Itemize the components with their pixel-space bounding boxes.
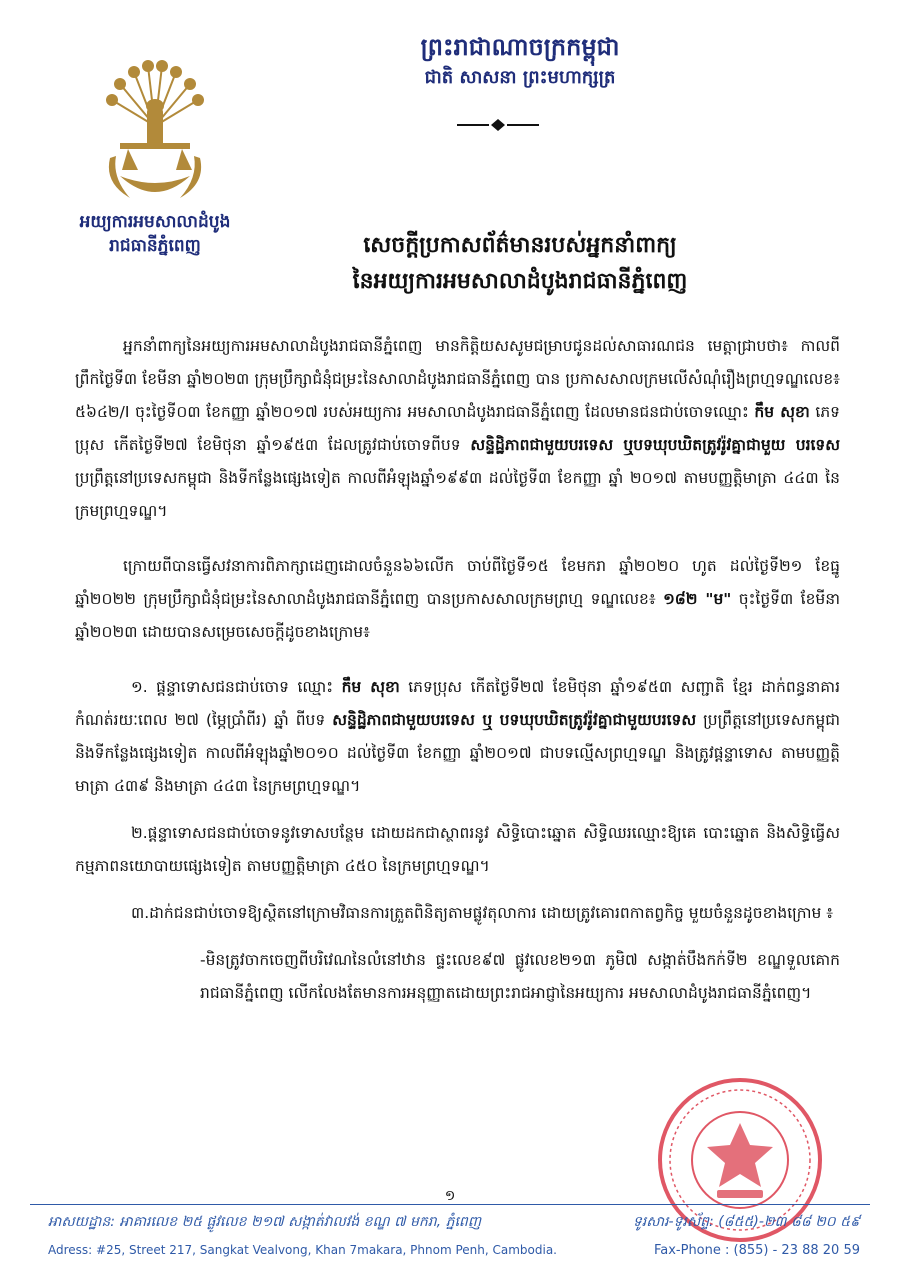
title-line1: សេចក្តីប្រកាសព័ត៌មានរបស់អ្នកនាំពាក្យ bbox=[363, 233, 677, 258]
i1-charge: សន្ទិដ្ឋិភាពជាមួយបរទេស ឬ បទឃុបឃិតត្រូវរ៉ូវគ្នាជាមួយបរទេស bbox=[332, 711, 697, 729]
court-name-line2: រាជធានីភ្នំពេញ bbox=[109, 236, 201, 256]
i1-text-a: ១. ផ្តន្ទាទោសជនជាប់ចោទ ឈ្មោះ bbox=[131, 678, 342, 696]
p1-charge: សន្ទិដ្ឋិភាពជាមួយបរទេស ឬបទឃុបឃិតត្រូវរ៉ូវគ្នាជាមួយ បរទេស bbox=[470, 436, 840, 454]
p1-text-c: ប្រព្រឹត្តនៅប្រទេសកម្ពុជា និងទីកន្លែងផ្សេងទៀត កាលពីអំឡុងឆ្នាំ១៩៩៣ ដល់ថ្ងៃទី៣ ខែកញ្ញា ឆ្នាំ ២០១៧ តាមបញ្ញត្តិមាត្រា ៤៤៣ នៃក្រមព្រហ្មទណ្ឌ។ bbox=[75, 469, 840, 520]
court-emblem-icon bbox=[90, 48, 220, 208]
p2-text-b: ចុះថ្ងៃទី៣ ខែមីនា ឆ្នាំ២០២៣ ដោយបានសម្រេចសេចក្តីដូចខាងក្រោម៖ bbox=[75, 590, 840, 641]
court-name bbox=[40, 210, 270, 258]
footer-divider bbox=[30, 1204, 870, 1205]
i1-accused-name: កឹម សុខា bbox=[341, 678, 400, 696]
i1-text-b: ភេទប្រុស កើតថ្ងៃទី២៧ ខែមិថុនា ឆ្នាំ១៩៥៣ សញ្ជាតិ ខ្មែរ ដាក់ពន្ធនាគារកំណត់រយៈពេល ២៧ (ម្ភៃប្រាំពីរ) ឆ្នាំ ពីបទ bbox=[75, 678, 840, 729]
footer-address-en: Adress: #25, Street 217, Sangkat Vealvong, Khan 7makara, Phnom Penh, Cambodia. bbox=[48, 1243, 557, 1257]
p2-text-a: ក្រោយពីបានធ្វើសវនាការពិភាក្សាដេញដោលចំនួន៦៦លើក ចាប់ពីថ្ងៃទី១៥ ខែមករា ឆ្នាំ២០២០ ហូត ដល់ថ្ងៃទី២១ ខែធ្នូ ឆ្នាំ២០២២ ក្រុមប្រឹក្សាជំនុំជម្រះនៃសាលាដំបូងរាជធានីភ្នំពេញ បានប្រកាសសាលក្រមព្រហ្ម ទណ្ឌលេខ៖ bbox=[75, 557, 840, 608]
kingdom-heading bbox=[370, 30, 670, 92]
document-title bbox=[240, 228, 800, 300]
ornament-divider-icon bbox=[455, 118, 541, 132]
title-line2: នៃអយ្យការអមសាលាដំបូងរាជធានីភ្នំពេញ bbox=[352, 269, 688, 294]
document-body bbox=[75, 330, 840, 1010]
p1-text-b: ភេទប្រុស កើតថ្ងៃទី២៧ ខែមិថុនា ឆ្នាំ១៩៥៣ ដែលត្រូវជាប់ចោទពីបទ bbox=[75, 403, 840, 454]
paragraph-2 bbox=[75, 550, 840, 649]
p1-accused-name: កឹម សុខា bbox=[754, 403, 810, 421]
paragraph-1 bbox=[75, 330, 840, 528]
footer-phone-kh: ទូរសារ-ទូរស័ព្ទ: (៨៥៥)-២៣ ៨៨ ២០ ៥៩ bbox=[632, 1214, 860, 1230]
i1-text-c: ប្រព្រឹត្តនៅប្រទេសកម្ពុជា និងទីកន្លែងផ្សេងទៀត កាលពីអំឡុងឆ្នាំ២០១០ ដល់ថ្ងៃទី៣ ខែកញ្ញា ឆ្នាំ២០១៧ ជាបទល្មើសព្រហ្មទណ្ឌ និងត្រូវផ្តន្ទាទោស តាមបញ្ញត្តិមាត្រា ៤៣៩ និងមាត្រា ៤៤៣ នៃក្រមព្រហ្មទណ្ឌ។ bbox=[75, 711, 840, 795]
kingdom-line1: ព្រះរាជាណាចក្រកម្ពុជា bbox=[420, 33, 620, 61]
verdict-item-1 bbox=[75, 671, 840, 803]
verdict-item-2: ២.ផ្តន្ទាទោសជនជាប់ចោទនូវទោសបន្ថែម ដោយដកជាស្ថាពរនូវ សិទ្ធិបោះឆ្នោត សិទ្ធិឈរឈ្មោះឱ្យគេ បោះឆ្នោត និងសិទ្ធិធ្វើសកម្មភាពនយោបាយផ្សេងទៀត តាមបញ្ញត្តិមាត្រា ៤៥០ នៃក្រមព្រហ្មទណ្ឌ។ bbox=[75, 824, 840, 875]
verdict-item-3: ៣.ដាក់ជនជាប់ចោទឱ្យស្ថិតនៅក្រោមវិធានការត្រួតពិនិត្យតាមផ្លូវតុលាការ ដោយត្រូវគោរពកាតព្វកិច្ច មួយចំនួនដូចខាងក្រោម ៖ bbox=[131, 904, 834, 922]
p2-verdict-number: ១៨២ "ម" bbox=[663, 590, 732, 608]
footer-address-kh: អាសយដ្ឋាន: អាគារលេខ ២៥ ផ្លូវលេខ ២១៧ សង្កាត់វាលវង់ ខណ្ឌ ៧ មករា, ភ្នំពេញ bbox=[48, 1214, 482, 1230]
p1-text-a: អ្នកនាំពាក្យនៃអយ្យការអមសាលាដំបូងរាជធានីភ្នំពេញ មានកិត្តិយសសូមជម្រាបជូនដល់សាធារណជន មេត្តាជ្រាបថា៖ កាលពីព្រឹកថ្ងៃទី៣ ខែមីនា ឆ្នាំ២០២៣ ក្រុមប្រឹក្សាជំនុំជម្រះនៃសាលាដំបូងរាជធានីភ្នំពេញ បាន ប្រកាសសាលក្រមលើសំណុំរឿងព្រហ្មទណ្ឌលេខ៖ ៥៦៤២/I ចុះថ្ងៃទី០៣ ខែកញ្ញា ឆ្នាំ២០១៧ របស់អយ្យការ អមសាលាដំបូងរាជធានីភ្នំពេញ ដែលមានជនជាប់ចោទឈ្មោះ bbox=[75, 337, 840, 421]
court-name-line1: អយ្យការអមសាលាដំបូង bbox=[79, 212, 231, 232]
footer-phone-en: Fax-Phone : (855) - 23 88 20 59 bbox=[653, 1243, 860, 1258]
verdict-item-3-condition: -មិនត្រូវចាកចេញពីបរិវេណនៃលំនៅឋាន ផ្ទះលេខ៩៧ ផ្លូវលេខ២១៣ ភូមិ៧ សង្កាត់បឹងកក់ទី២ ខណ្ឌទួលគោក រាជធានីភ្នំពេញ លើកលែងតែមានការអនុញ្ញាតដោយព្រះរាជអាជ្ញានៃអយ្យការ អមសាលាដំបូងរាជធានីភ្នំពេញ។ bbox=[200, 951, 840, 1002]
page-number: ១ bbox=[444, 1188, 456, 1204]
kingdom-line2: ជាតិ សាសនា ព្រះមហាក្សត្រ bbox=[424, 67, 616, 88]
